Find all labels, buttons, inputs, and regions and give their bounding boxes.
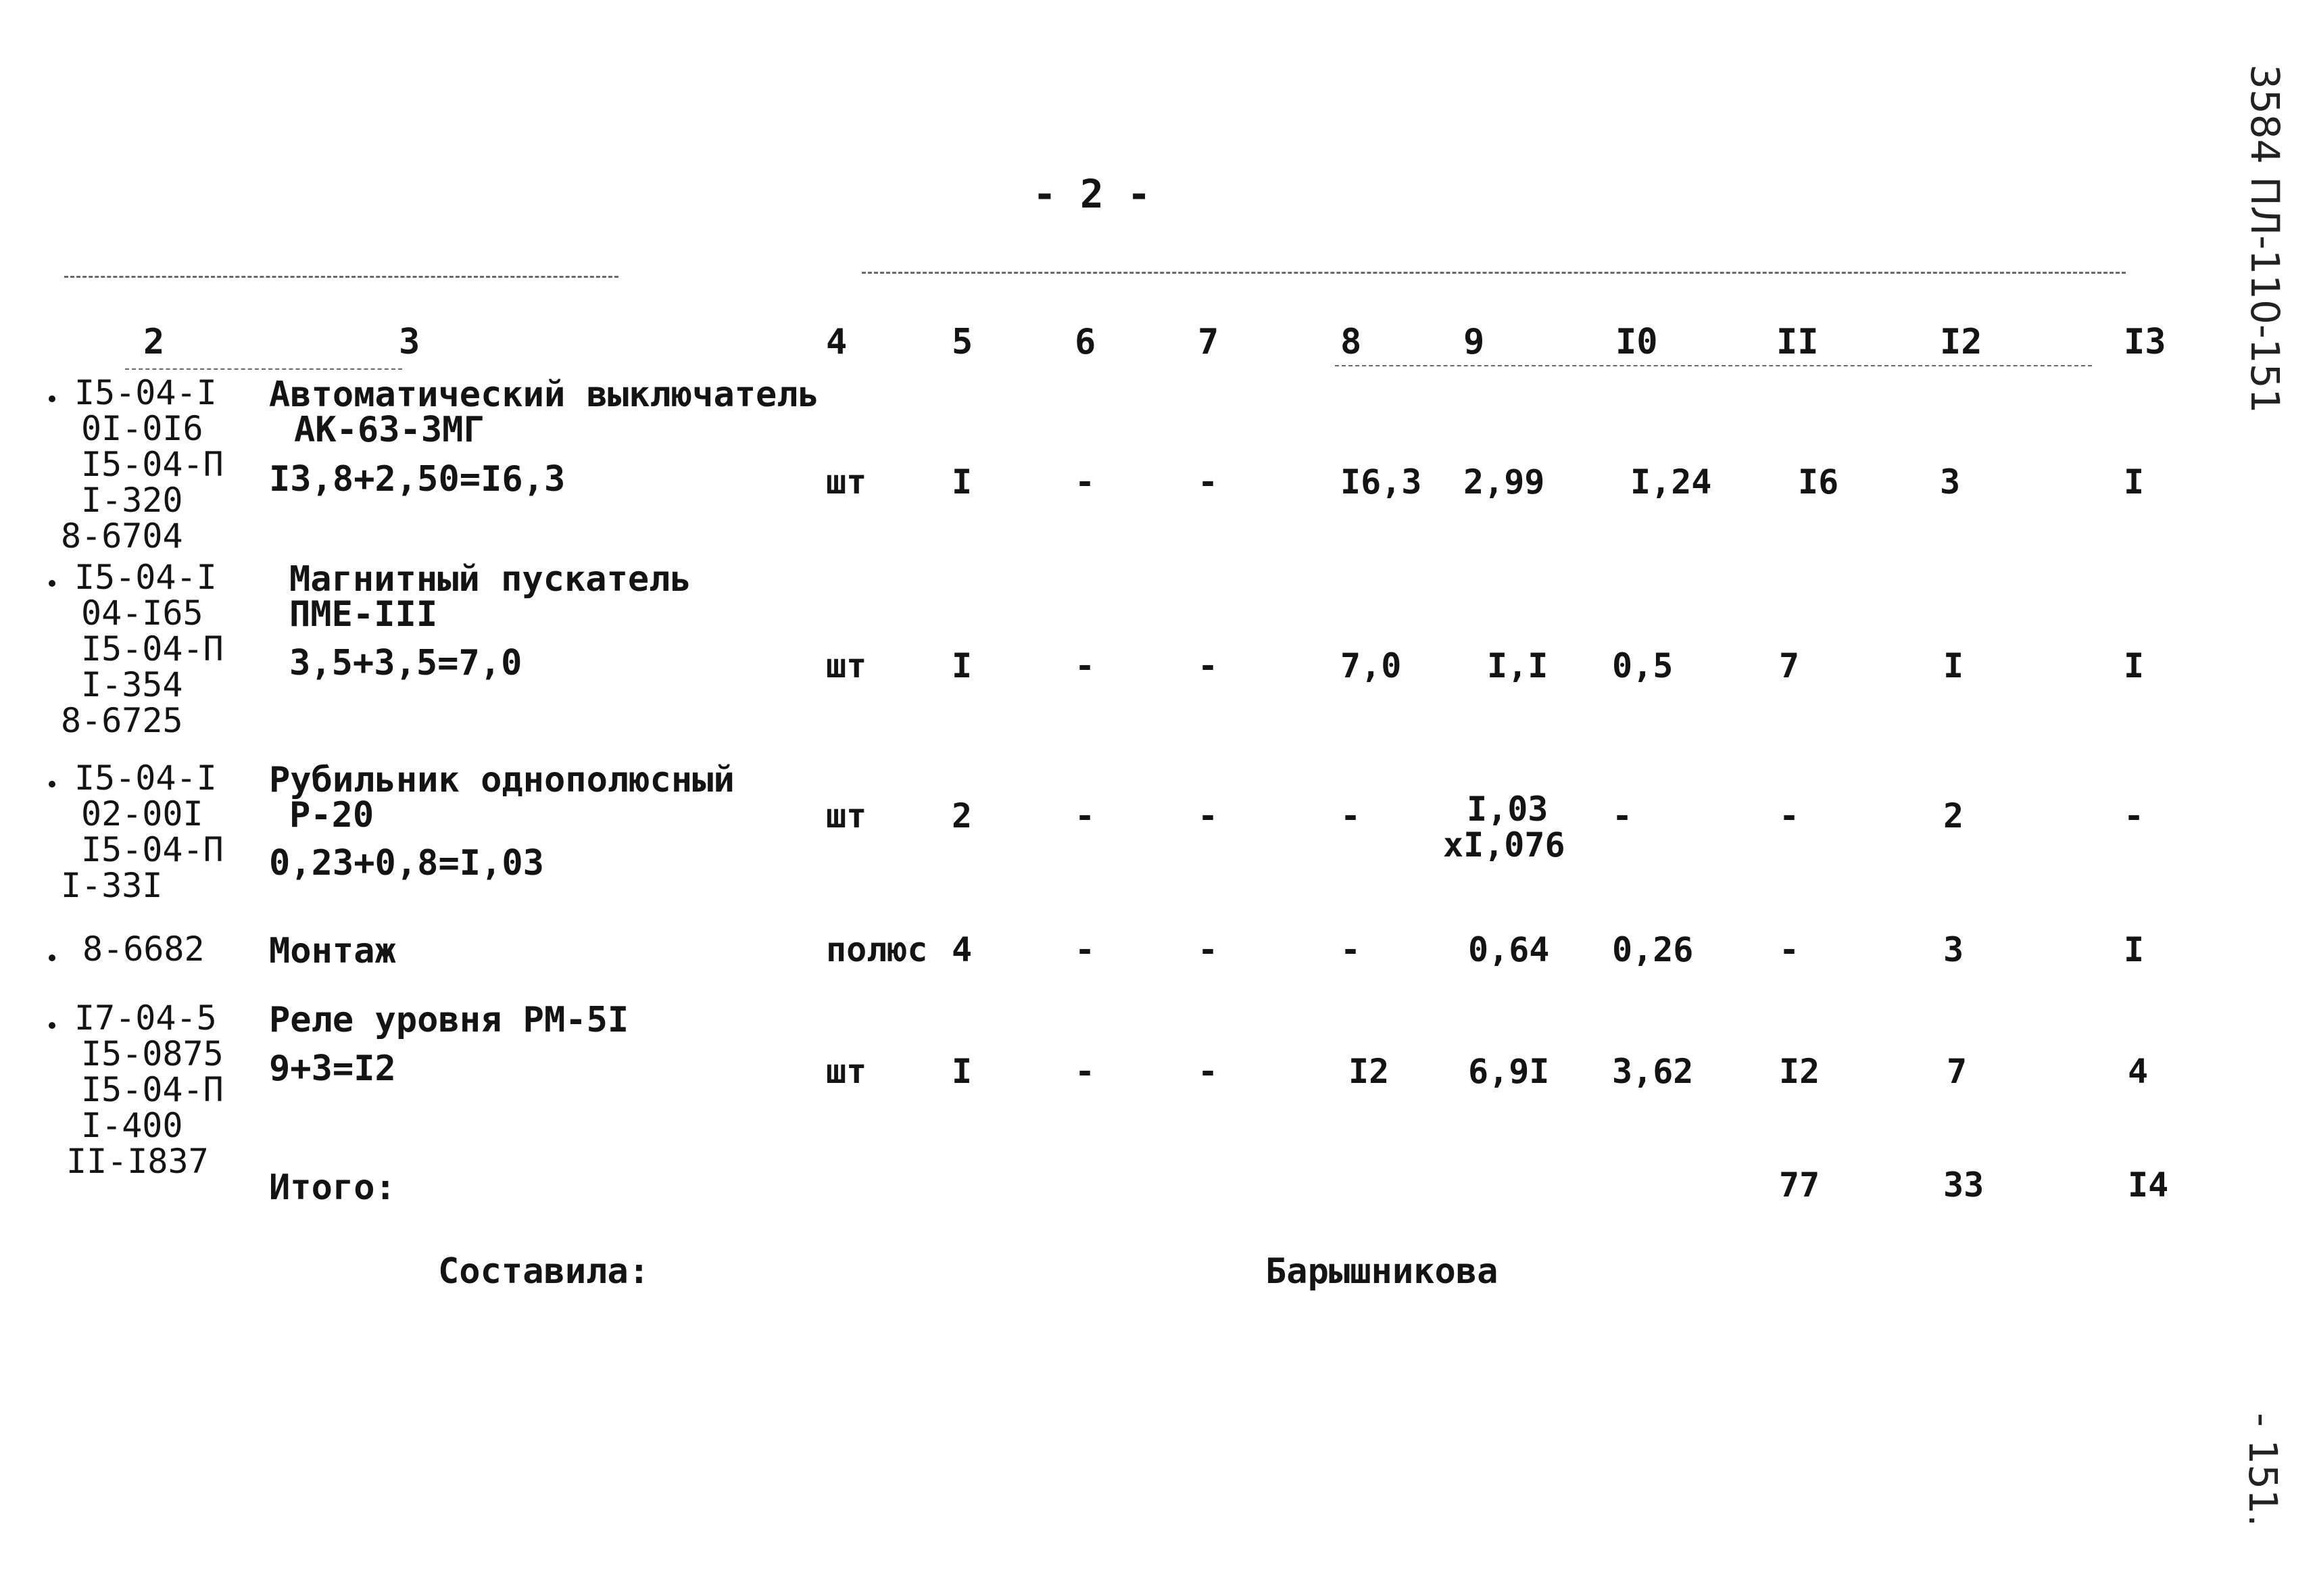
- cell-col9: I,03: [1467, 790, 1549, 829]
- row-description: Автоматический выключатель: [269, 374, 819, 415]
- cell-col8: I6,3: [1340, 462, 1422, 502]
- cell-col12: 3: [1943, 930, 1964, 969]
- row-code: 8-6725: [61, 701, 183, 740]
- row-code: I5-04-I: [74, 373, 217, 412]
- top-rule-right: [862, 272, 2126, 274]
- total-col12: 33: [1943, 1165, 1984, 1205]
- row-code: I7-04-5: [74, 998, 217, 1038]
- total-col13: I4: [2128, 1165, 2169, 1205]
- col-header-9: 9: [1463, 322, 1485, 362]
- cell-col9: 0,64: [1468, 930, 1550, 969]
- side-annotation-bottom: - 151.: [2240, 1413, 2286, 1527]
- cell-col13: I: [2124, 646, 2145, 685]
- col-header-12: I2: [1940, 322, 1982, 362]
- cell-col7: -: [1198, 796, 1219, 836]
- cell-col8: 7,0: [1340, 646, 1402, 685]
- col-header-6: 6: [1075, 322, 1096, 362]
- cell-col10: I,24: [1630, 462, 1712, 502]
- row-bullet: [49, 954, 55, 961]
- cell-qty: I: [952, 1052, 973, 1091]
- cell-col13: I: [2124, 930, 2145, 969]
- cell-col9: 2,99: [1463, 462, 1545, 502]
- cell-unit: шт: [826, 796, 867, 836]
- cell-col13: -: [2124, 796, 2145, 836]
- cell-qty: I: [952, 462, 973, 502]
- cell-col8: I2: [1348, 1052, 1390, 1091]
- row-code: I5-04-П: [81, 629, 224, 669]
- cell-qty: I: [952, 646, 973, 685]
- cell-unit: полюс: [826, 930, 928, 969]
- cell-col11: 7: [1779, 646, 1800, 685]
- header-underline-left: [125, 368, 402, 370]
- cell-col10: -: [1612, 796, 1633, 836]
- row-bullet: [49, 781, 55, 788]
- cell-col10: 0,5: [1612, 646, 1674, 685]
- cell-col10: 3,62: [1612, 1052, 1694, 1091]
- cell-col12: 7: [1947, 1052, 1968, 1091]
- cell-col6: -: [1075, 930, 1096, 969]
- cell-qty: 2: [952, 796, 973, 836]
- row-code: I-33I: [61, 866, 163, 905]
- page-number: - 2 -: [1033, 171, 1151, 217]
- col-header-2: 2: [143, 322, 165, 362]
- top-rule-left: [64, 276, 618, 278]
- row-code: I-354: [81, 665, 183, 704]
- cell-col11: -: [1779, 930, 1800, 969]
- cell-col9-multiplier: xI,076: [1443, 825, 1565, 865]
- row-bullet: [49, 395, 55, 402]
- cell-col7: -: [1198, 646, 1219, 685]
- cell-col12: 3: [1940, 462, 1961, 502]
- row-code: I5-04-П: [81, 445, 224, 484]
- total-col11: 77: [1779, 1165, 1820, 1205]
- signature-name: Барышникова: [1265, 1251, 1498, 1292]
- row-formula: I3,8+2,50=I6,3: [269, 459, 566, 500]
- side-annotation-top: 3584 ПЛ-110-151: [2242, 64, 2288, 414]
- row-description: Реле уровня РМ-5I: [269, 1000, 629, 1040]
- row-formula: 0,23+0,8=I,03: [269, 843, 544, 884]
- cell-col11: I6: [1798, 462, 1839, 502]
- signature-label: Составила:: [438, 1251, 650, 1292]
- cell-col7: -: [1198, 930, 1219, 969]
- col-header-3: 3: [399, 322, 420, 362]
- row-description: Магнитный пускатель: [289, 559, 691, 600]
- row-code: II-I837: [66, 1142, 209, 1181]
- cell-col8: -: [1340, 930, 1361, 969]
- header-underline-right: [1335, 365, 2092, 366]
- row-code: 8-6704: [61, 516, 183, 556]
- total-label: Итого:: [269, 1167, 396, 1208]
- cell-qty: 4: [952, 930, 973, 969]
- row-description: Р-20: [289, 795, 374, 836]
- cell-col9: I,I: [1487, 646, 1549, 685]
- cell-col9: 6,9I: [1468, 1052, 1550, 1091]
- col-header-8: 8: [1340, 322, 1362, 362]
- row-code: 04-I65: [81, 594, 203, 633]
- cell-col6: -: [1075, 646, 1096, 685]
- col-header-11: II: [1776, 322, 1819, 362]
- cell-col12: I: [1943, 646, 1964, 685]
- col-header-13: I3: [2124, 322, 2166, 362]
- col-header-5: 5: [952, 322, 973, 362]
- cell-col6: -: [1075, 796, 1096, 836]
- col-header-7: 7: [1198, 322, 1219, 362]
- row-code: I-400: [81, 1106, 183, 1145]
- cell-col13: I: [2124, 462, 2145, 502]
- row-description: АК-63-3МГ: [294, 410, 485, 450]
- col-header-10: I0: [1615, 322, 1658, 362]
- cell-col10: 0,26: [1612, 930, 1694, 969]
- row-code: 02-00I: [81, 794, 203, 833]
- cell-col8: -: [1340, 796, 1361, 836]
- row-description: Рубильник однополюсный: [269, 760, 735, 800]
- cell-unit: шт: [826, 462, 867, 502]
- cell-col6: -: [1075, 1052, 1096, 1091]
- row-code: I-320: [81, 481, 183, 520]
- cell-col13: 4: [2128, 1052, 2149, 1091]
- cell-col11: -: [1779, 796, 1800, 836]
- row-code: 8-6682: [82, 929, 205, 969]
- row-code: 0I-0I6: [81, 409, 203, 448]
- row-code: I5-04-П: [81, 830, 224, 869]
- row-description: Монтаж: [269, 931, 396, 971]
- row-formula: 9+3=I2: [269, 1048, 396, 1089]
- cell-col12: 2: [1943, 796, 1964, 836]
- cell-col7: -: [1198, 1052, 1219, 1091]
- cell-unit: шт: [826, 1052, 867, 1091]
- cell-unit: шт: [826, 646, 867, 685]
- col-header-4: 4: [826, 322, 848, 362]
- row-code: I5-0875: [81, 1034, 224, 1073]
- row-code: I5-04-I: [74, 758, 217, 798]
- row-formula: 3,5+3,5=7,0: [289, 643, 522, 683]
- cell-col11: I2: [1779, 1052, 1820, 1091]
- cell-col6: -: [1075, 462, 1096, 502]
- row-code: I5-04-П: [81, 1070, 224, 1109]
- row-bullet: [49, 1022, 55, 1029]
- row-description: ПМЕ-III: [289, 594, 438, 635]
- cell-col7: -: [1198, 462, 1219, 502]
- row-bullet: [49, 580, 55, 587]
- row-code: I5-04-I: [74, 558, 217, 597]
